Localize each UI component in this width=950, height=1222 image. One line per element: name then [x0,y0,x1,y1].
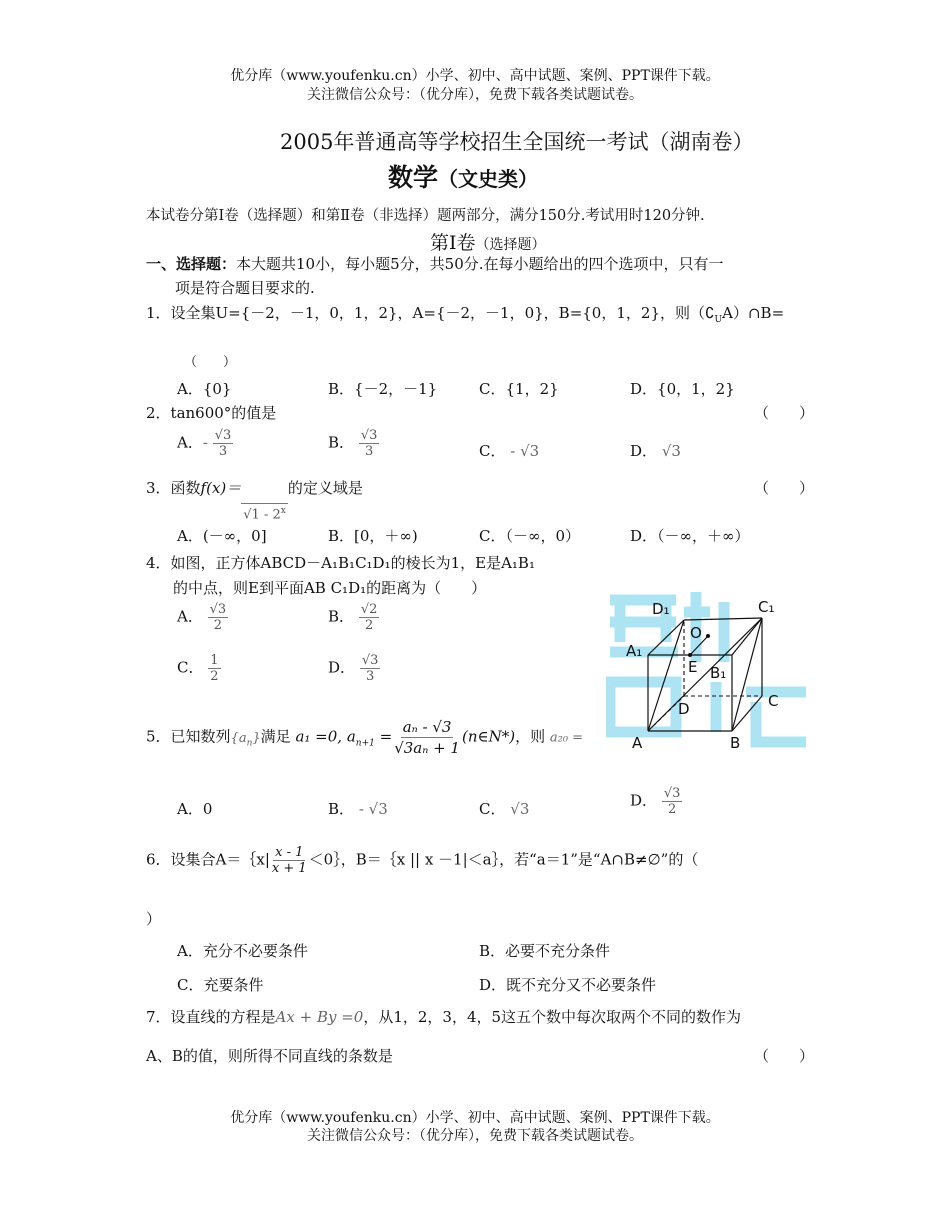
q5-option-a: A．0 [177,800,213,818]
q2-b-num: √3 [360,428,378,443]
q7-paren: （ ） [754,1047,815,1065]
q5-b-neg: - [358,800,364,818]
label-E: E [688,658,698,676]
q6-paren-close: ） [146,910,162,928]
q4-d-num: √3 [361,653,379,668]
q7-stem-1 [146,1006,741,1027]
section-label: 一、选择题： [146,255,237,273]
part-title: 第Ⅰ卷 [430,232,476,254]
q2-a-den: 3 [218,444,228,459]
q5-d-num: √3 [663,786,681,801]
q5-domain: (n∈N*) [461,727,516,746]
q2-stem: 2．tan600°的值是 [146,404,277,422]
q5-b-value: √3 [368,800,388,818]
exam-subject [388,158,538,194]
q2-d-label: D． [630,442,658,460]
complement-symbol: ∁ [705,304,715,322]
q2-c-neg: - [510,442,516,460]
label-D: D [678,700,690,718]
q5-seq: {a [230,730,247,746]
q5-eq: = [374,727,393,746]
q3-option-d: D．（－∞，＋∞） [630,527,750,545]
q1-stem-tail: A）∩B= [722,304,785,322]
section-text-2: 项是符合题目要求的. [175,279,315,297]
q6-option-d: D．既不充分又不必要条件 [479,976,657,994]
q5-den: √3aₙ + 1 [394,739,460,757]
q5-cond: a₁ =0, a [295,727,356,746]
q5-option-d [630,786,682,817]
subject-note: （文史类） [438,167,539,191]
q4-c-label: C． [177,658,204,677]
q5-d-den: 2 [667,802,677,817]
label-C1: C₁ [758,598,775,616]
q3-fraction [241,495,288,522]
q7-stem-post: ，从1，2，3，4，5这五个数中每次取两个不同的数作为 [363,1008,742,1026]
q6-fraction [270,845,309,876]
q2-option-c [479,440,539,461]
q5-c-label: C． [479,800,506,818]
q3-stem-pre: 3．函数 [146,479,201,497]
label-O: O [690,624,702,642]
q5-d-label: D． [630,791,658,810]
q4-option-a [177,602,228,633]
q4-d-den: 3 [365,669,375,684]
q5-option-c [479,798,529,819]
q2-a-fraction [213,428,234,459]
q3-num [263,495,267,503]
q3-option-b: B．[0，＋∞) [328,527,418,545]
q1-option-d: D．{0，1，2} [630,380,735,398]
exam-title: 2005年普通高等学校招生全国统一考试（湖南卷） [280,130,754,154]
q2-a-label: A． [177,433,203,452]
q2-c-label: C． [479,442,506,460]
edge-D1C1 [684,618,762,620]
q3-radical-exp: x [280,506,286,516]
footer-line-1: 优分库（www.youfenku.cn）小学、初中、高中试题、案例、PPT课件下载。 [230,1110,720,1126]
q2-b-den: 3 [364,444,374,459]
q3-stem-post: 的定义域是 [287,479,363,497]
q4-a-num: √3 [209,602,227,617]
q3-option-c: C．（－∞，0） [479,527,581,545]
q5-seq-close: } [252,730,261,746]
q1-stem-text: 1．设全集U={－2，－1，0，1，2}，A={－2，－1，0}，B={0，1，2}，则（ [146,304,705,322]
q4-b-fraction [359,602,380,633]
q5-num: aₙ - √3 [402,718,452,736]
part-note: （选择题） [475,237,546,253]
q1-option-c: C．{1，2} [479,380,559,398]
q6-num: x - 1 [275,845,304,860]
q1-option-b: B．{－2，－1} [328,380,438,398]
subject-name: 数学 [388,163,439,192]
q5-stem [146,717,583,758]
q4-b-den: 2 [364,618,374,633]
complement-sub: U [714,315,723,325]
q5-fraction [392,717,462,758]
label-A1: A₁ [626,642,643,660]
section-text: 本大题共10小，每小题5分，共50分.在每小题给出的四个选项中，只有一 [236,255,724,273]
q1-paren: （ ） [184,355,237,370]
q6-option-c: C．充要条件 [177,976,264,994]
q4-c-num: 1 [210,653,219,668]
q1-option-a: A．{0} [177,380,232,398]
label-C: C [768,692,779,710]
cube-figure [612,588,802,756]
point-O [706,634,710,638]
q5-stem-mid: 满足 [260,727,291,746]
q6-stem-post: ＜0｝，B＝｛x || x －1|＜a｝，若“a＝1”是“A∩B≠∅”的（ [308,850,699,869]
q3-paren: （ ） [754,479,815,497]
q4-option-d [328,653,380,684]
q5-b-label: B． [328,800,355,818]
q3-radical: √1 - 2 [243,507,281,523]
label-D1: D₁ [652,600,670,618]
q3-den [241,503,288,522]
q5-a20: a₂₀ = [549,730,584,746]
q2-a-neg: - [202,433,208,452]
q2-option-d [630,440,681,461]
q5-stem-pre: 5．已知数列 [146,727,231,746]
q4-c-den: 2 [210,669,219,684]
footer-line-2: 关注微信公众号：（优分库），免费下载各类试题试卷。 [307,1128,643,1144]
q6-stem [146,845,698,876]
q2-a-num: √3 [214,428,232,443]
part-heading [430,228,546,255]
header-line-2: 关注微信公众号：（优分库），免费下载各类试题试卷。 [307,87,643,103]
q2-paren: （ ） [754,404,815,422]
section-header [146,253,724,274]
q4-stem-2: 的中点，则E到平面AB C₁D₁的距离为（ ） [173,579,487,597]
q5-seq-sub: n [246,738,253,749]
label-B: B [730,734,741,752]
q2-option-a [177,428,233,459]
q6-option-a: A．充分不必要条件 [177,942,308,960]
q5-d-fraction [662,786,683,817]
point-E [688,653,692,657]
q4-option-c [177,653,221,684]
q6-stem-pre: 6．设集合A＝｛x| [146,850,270,869]
q5-stem-post: ，则 [515,727,546,746]
q4-stem-1: 4．如图，正方体ABCD－A₁B₁C₁D₁的棱长为1，E是A₁B₁ [146,554,535,572]
header-line-1: 优分库（www.youfenku.cn）小学、初中、高中试题、案例、PPT课件下载。 [230,68,720,84]
q4-b-label: B． [328,607,355,626]
q4-a-fraction [208,602,229,633]
q4-b-num: √2 [360,602,378,617]
q7-equation: Ax + By =0 [275,1008,364,1026]
label-A: A [632,734,643,752]
q4-a-label: A． [177,607,203,626]
q5-option-b [328,798,388,819]
q3-stem [146,477,363,522]
q3-option-a: A．(－∞，0] [177,527,267,545]
q4-d-fraction [360,653,381,684]
complement-icon [705,304,723,325]
q3-fx: f(x)＝ [200,479,242,497]
q4-d-label: D． [328,658,356,677]
q6-option-b: B．必要不充分条件 [479,942,611,960]
q2-c-value: √3 [520,442,540,460]
q7-stem-pre: 7．设直线的方程是 [146,1008,276,1026]
q2-option-b [328,428,379,459]
q4-a-den: 2 [213,618,223,633]
q6-den: x + 1 [271,861,307,876]
label-B1: B₁ [710,664,727,682]
exam-intro: 本试卷分第Ⅰ卷（选择题）和第Ⅱ卷（非选择）题两部分，满分150分.考试用时120分钟. [146,208,705,224]
q4-c-fraction [208,653,220,684]
q2-d-value: √3 [661,442,681,460]
q5-cond-sub: n+1 [355,738,375,749]
q4-option-b [328,602,379,633]
q1-stem [146,302,784,325]
q5-c-value: √3 [510,800,530,818]
q2-b-fraction [359,428,380,459]
q2-b-label: B． [328,433,355,452]
q7-stem-2: A、B的值，则所得不同直线的条数是 [146,1047,393,1065]
